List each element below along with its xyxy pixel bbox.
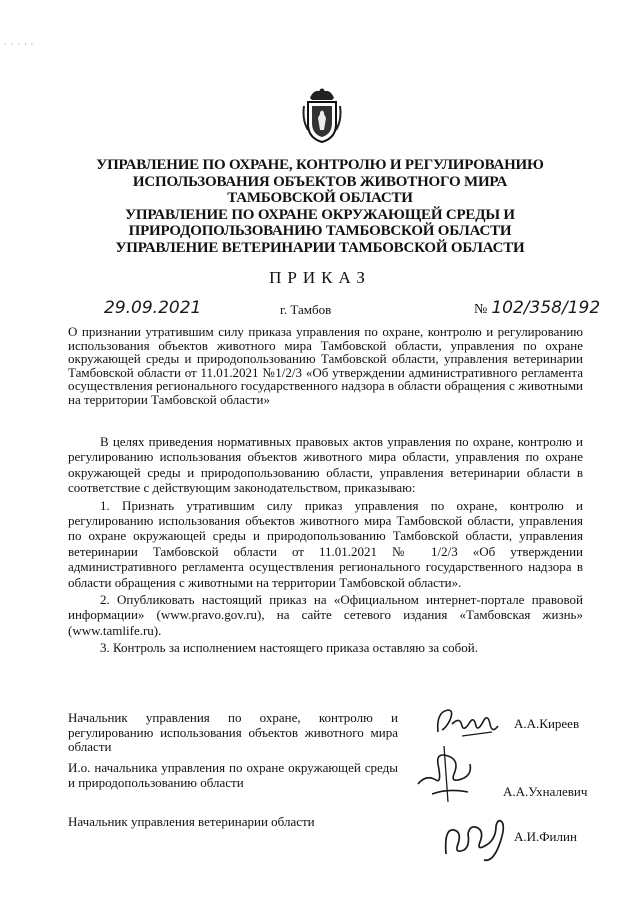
signatory-name: А.А.Ухналевич: [503, 784, 588, 799]
handwritten-signature-icon: [440, 814, 512, 866]
document-title: ПРИКАЗ: [269, 268, 371, 287]
signatory-position: Начальник управления ветеринарии области: [68, 814, 315, 829]
header-line: ПРИРОДОПОЛЬЗОВАНИЮ ТАМБОВСКОЙ ОБЛАСТИ: [128, 223, 512, 239]
document-body: [68, 434, 583, 656]
scan-artifact: · · · · ·: [4, 40, 35, 49]
document-city: г. Тамбов: [280, 302, 332, 317]
handwritten-signature-icon: [408, 744, 488, 808]
header-line: ИСПОЛЬЗОВАНИЯ ОБЪЕКТОВ ЖИВОТНОГО МИРА: [132, 173, 508, 190]
header-line: ТАМБОВСКОЙ ОБЛАСТИ: [227, 190, 413, 206]
order-word: приказываю:: [344, 480, 416, 496]
document-date: 29.09.2021: [104, 298, 202, 318]
header-line: УПРАВЛЕНИЕ ПО ОХРАНЕ, КОНТРОЛЮ И РЕГУЛИРОВАНИЮ: [96, 157, 544, 173]
preamble-text: В целях приведения нормативных правовых актов управления по охране, контролю и регулированию использования объектов животного мира области, управления по охране окружающей среды и природопользованию области, управления ветеринарии области в соответствие с действующим законодательством,: [68, 434, 583, 496]
signatory-name: А.А.Киреев: [514, 716, 580, 731]
header-line: УПРАВЛЕНИЕ ВЕТЕРИНАРИИ ТАМБОВСКОЙ ОБЛАСТИ: [115, 239, 525, 256]
order-item-1: 1. Признать утратившим силу приказ управления по охране, контролю и регулированию использования объектов животного мира Тамбовской области, управления по охране окружающей среды и природопользованию Тамбовской области, управления ветеринарии Тамбовской области от 11.01.2021 № 1/2/3 «Об утверждении административного регламента осуществления регионального государственного надзора в области обращения с животными на территории Тамбовской области».: [68, 497, 583, 590]
coat-of-arms-emblem-icon: [302, 86, 342, 144]
signatory-name: А.И.Филин: [514, 829, 577, 844]
order-item-3: 3. Контроль за исполнением настоящего приказа оставляю за собой.: [100, 640, 478, 656]
handwritten-signature-icon: [432, 702, 504, 744]
document-number: [474, 298, 600, 318]
number-value: 102/358/192: [491, 298, 601, 318]
preamble-paragraph: [68, 434, 583, 496]
number-label: №: [474, 302, 488, 317]
header-line: УПРАВЛЕНИЕ ПО ОХРАНЕ ОКРУЖАЮЩЕЙ СРЕДЫ И: [125, 206, 515, 223]
document-subject: О признании утратившим силу приказа управления по охране, контролю и регулированию использования объектов животного мира Тамбовской области, управления по охране окружающей среды и природопользованию Тамбовской области, управления ветеринарии Тамбовской области от 11.01.2021 №1/2/3 «Об утверждении административного регламента осуществления регионального государственного надзора в области обращения с животными на территории Тамбовской области»: [68, 324, 583, 407]
document-header: [60, 157, 580, 256]
order-item-2: 2. Опубликовать настоящий приказ на «Официальном интернет-портале правовой информации» (www.pravo.gov.ru), на сайте сетевого издания «Тамбовская жизнь» (www.tamlife.ru).: [68, 592, 583, 638]
signatory-position: И.о. начальника управления по охране окружающей среды и природопользованию области: [68, 760, 398, 790]
signatory-position: Начальник управления по охране, контролю и регулированию использования объектов животного мира области: [68, 710, 398, 754]
